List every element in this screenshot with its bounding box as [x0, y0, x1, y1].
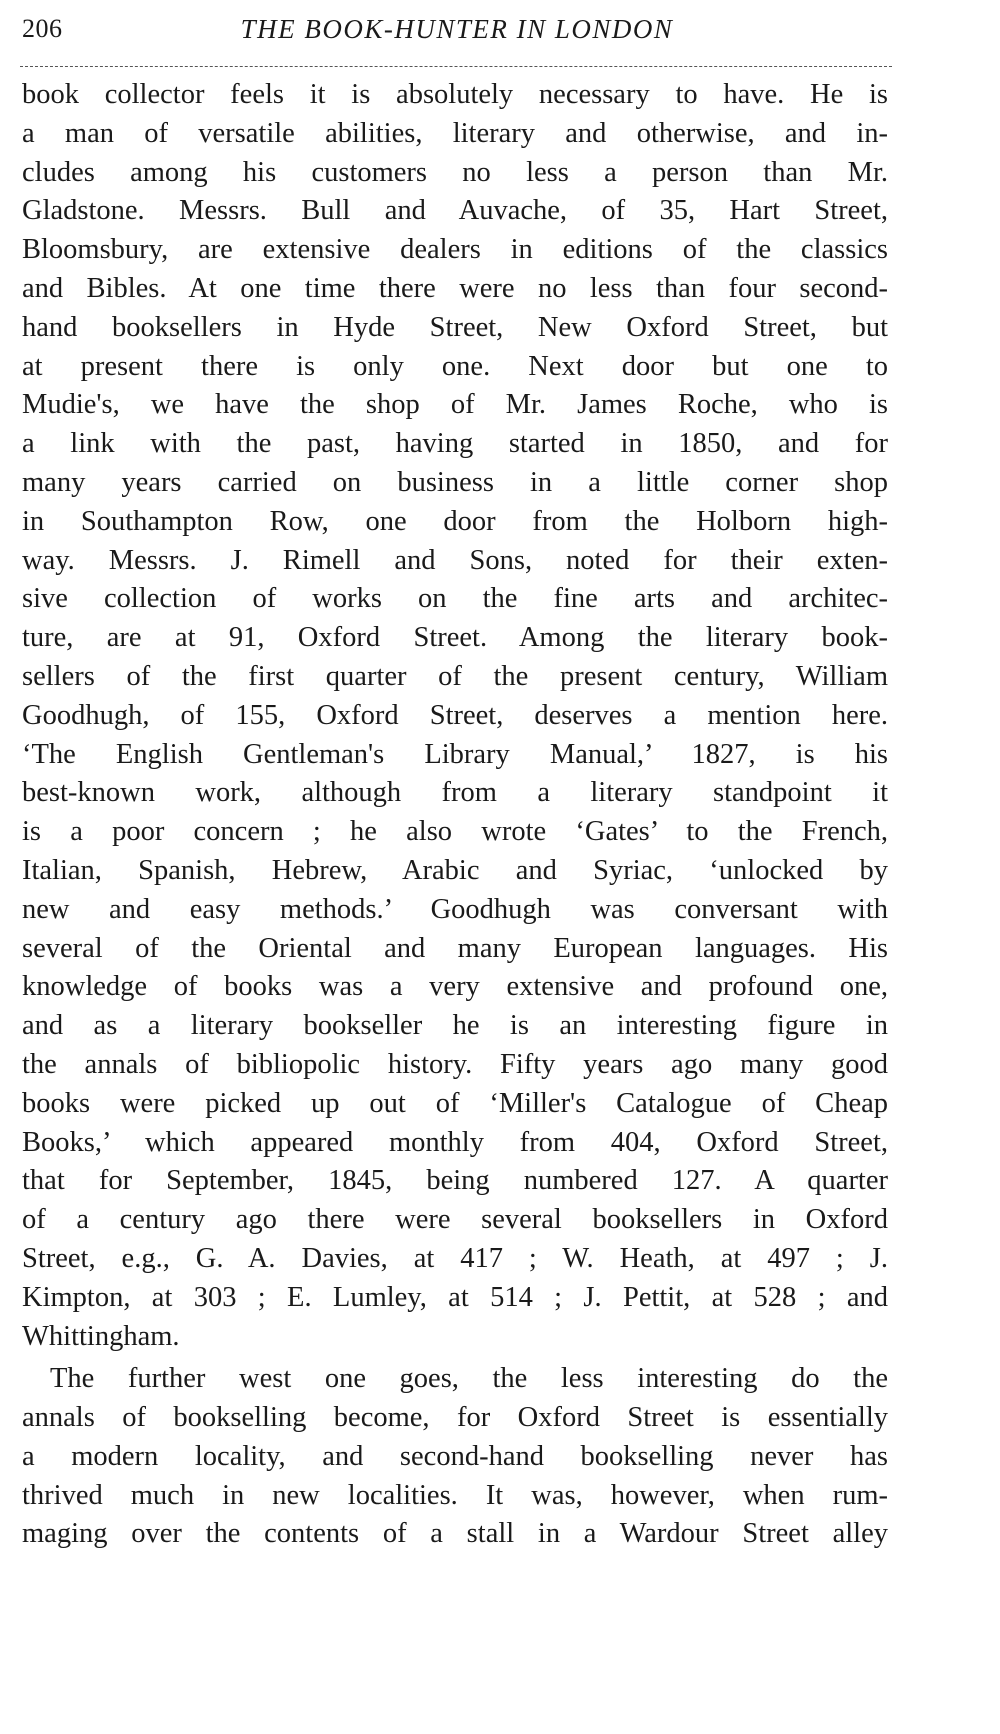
text-line: the annals of bibliopolic history. Fifty years ago many good: [22, 1048, 888, 1080]
text-line: Gladstone. Messrs. Bull and Auvache, of 35, Hart Street,: [22, 195, 888, 227]
text-line: The further west one goes, the less interesting do the: [50, 1363, 888, 1395]
text-line: sellers of the first quarter of the present century, William: [22, 660, 888, 692]
text-line: many years carried on business in a little corner shop: [22, 466, 888, 498]
text-line: a link with the past, having started in 1850, and for: [22, 428, 888, 460]
text-line: at present there is only one. Next door but one to: [22, 350, 888, 382]
paragraph: [22, 1360, 888, 1554]
text-line: Kimpton, at 303 ; E. Lumley, at 514 ; J. Pettit, at 528 ; and: [22, 1281, 888, 1313]
paragraph: [22, 76, 888, 1356]
text-line: Whittingham.: [22, 1320, 180, 1352]
text-line: maging over the contents of a stall in a Wardour Street alley: [22, 1518, 888, 1550]
text-line: and as a literary bookseller he is an interesting figure in: [22, 1010, 888, 1042]
text-line: of a century ago there were several booksellers in Oxford: [22, 1204, 888, 1236]
running-title: THE BOOK-HUNTER IN LONDON: [240, 14, 674, 44]
text-line: ture, are at 91, Oxford Street. Among the literary book-: [22, 622, 888, 654]
text-line: several of the Oriental and many European languages. His: [22, 932, 888, 964]
text-line: book collector feels it is absolutely necessary to have. He is: [22, 79, 888, 110]
text-line: sive collection of works on the fine arts and architec-: [22, 583, 888, 615]
header-rule: [20, 66, 892, 67]
page-number: 206: [22, 14, 63, 43]
text-line: knowledge of books was a very extensive and profound one,: [22, 971, 888, 1003]
text-line: Italian, Spanish, Hebrew, Arabic and Syriac, ‘unlocked by: [22, 854, 888, 886]
text-line: a man of versatile abilities, literary and otherwise, and in-: [22, 117, 888, 149]
text-line: in Southampton Row, one door from the Holborn high-: [22, 505, 888, 537]
running-head: [22, 10, 892, 54]
text-line: Mudie's, we have the shop of Mr. James Roche, who is: [22, 389, 888, 421]
text-line: hand booksellers in Hyde Street, New Oxford Street, but: [22, 311, 888, 343]
text-line: is a poor concern ; he also wrote ‘Gates’ to the French,: [22, 816, 888, 848]
text-line: a modern locality, and second-hand bookselling never has: [22, 1440, 888, 1472]
text-line: Street, e.g., G. A. Davies, at 417 ; W. Heath, at 497 ; J.: [22, 1242, 888, 1274]
text-line: way. Messrs. J. Rimell and Sons, noted for their exten-: [22, 544, 888, 576]
text-line: Bloomsbury, are extensive dealers in editions of the classics: [22, 234, 888, 266]
text-line: Goodhugh, of 155, Oxford Street, deserves a mention here.: [22, 699, 888, 731]
text-line: that for September, 1845, being numbered 127. A quarter: [22, 1165, 888, 1197]
text-line: books were picked up out of ‘Miller's Catalogue of Cheap: [22, 1087, 888, 1119]
text-line: Books,’ which appeared monthly from 404, Oxford Street,: [22, 1126, 888, 1158]
text-line: cludes among his customers no less a person than Mr.: [22, 156, 888, 188]
text-line: best-known work, although from a literary standpoint it: [22, 777, 888, 809]
text-line: annals of bookselling become, for Oxford Street is essentially: [22, 1402, 888, 1434]
text-line: and Bibles. At one time there were no less than four second-: [22, 272, 888, 304]
text-line: new and easy methods.’ Goodhugh was conversant with: [22, 893, 888, 925]
text-line: thrived much in new localities. It was, however, when rum-: [22, 1479, 888, 1511]
body-text: [22, 76, 888, 1554]
text-line: ‘The English Gentleman's Library Manual,’ 1827, is his: [22, 738, 888, 770]
